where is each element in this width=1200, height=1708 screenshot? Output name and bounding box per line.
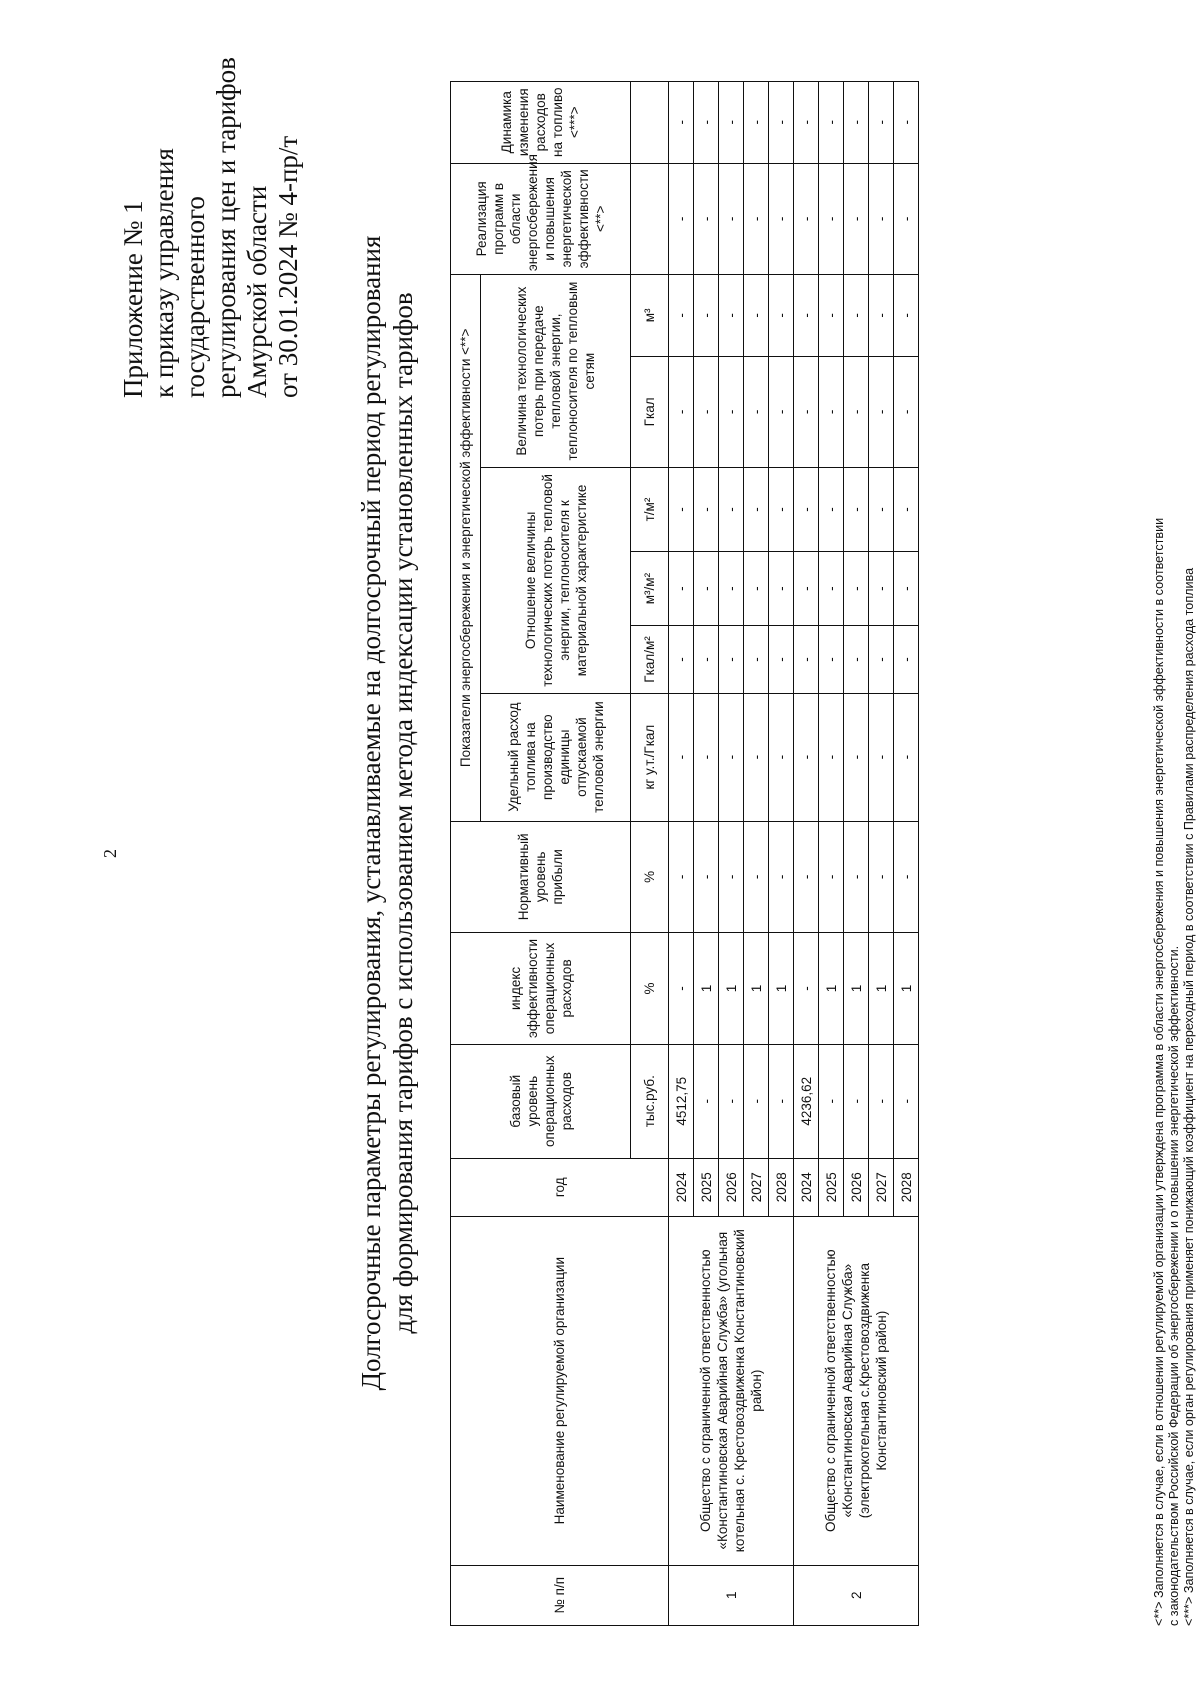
document-title [355, 158, 419, 1468]
title-line: для формирования тарифов с использованием метода индексации установленных тарифов [388, 292, 418, 1334]
unit-profit: % [631, 821, 669, 933]
cell-index: - [669, 933, 694, 1045]
cell-index: 1 [719, 933, 744, 1045]
cell-loss-2: - [744, 275, 769, 356]
unit-loss-value-2: м³ [631, 275, 669, 356]
cell-loss-2: - [669, 275, 694, 356]
cell-base: - [894, 1044, 919, 1158]
cell-year: 2028 [769, 1158, 794, 1216]
cell-programs: - [844, 163, 869, 275]
cell-ratio-1: - [769, 626, 794, 693]
cell-profit: - [819, 821, 844, 933]
cell-ratio-1: - [719, 626, 744, 693]
header-loss-ratio: Отношение величины технологических потерь тепловой энергии, теплоносителя к материальной характеристике [481, 468, 631, 694]
cell-ratio-3: - [844, 468, 869, 552]
cell-programs: - [769, 163, 794, 275]
cell-ratio-2: - [694, 551, 719, 625]
cell-fuel: - [819, 693, 844, 821]
cell-ratio-2: - [769, 551, 794, 625]
cell-year: 2025 [694, 1158, 719, 1216]
cell-index: 1 [819, 933, 844, 1045]
unit-loss-ratio-1: Гкал/м² [631, 626, 669, 693]
cell-fuel: - [744, 693, 769, 821]
cell-loss-1: - [894, 356, 919, 468]
cell-year: 2027 [869, 1158, 894, 1216]
cell-profit: - [744, 821, 769, 933]
appendix-line: государственного [180, 196, 210, 398]
cell-dynamics: - [794, 82, 819, 164]
cell-base: 4512,75 [669, 1044, 694, 1158]
header-indicators-group: Показатели энергосбережения и энергетической эффективности <**> [451, 275, 481, 821]
parameters-table [450, 81, 919, 1626]
cell-loss-1: - [794, 356, 819, 468]
table-row [794, 82, 819, 1626]
cell-ratio-2: - [744, 551, 769, 625]
cell-base: - [719, 1044, 744, 1158]
cell-ratio-2: - [719, 551, 744, 625]
cell-ratio-1: - [694, 626, 719, 693]
cell-ratio-2: - [669, 551, 694, 625]
cell-ratio-1: - [794, 626, 819, 693]
cell-year: 2027 [744, 1158, 769, 1216]
cell-index: 1 [769, 933, 794, 1045]
cell-loss-1: - [719, 356, 744, 468]
cell-profit: - [669, 821, 694, 933]
cell-loss-1: - [669, 356, 694, 468]
cell-dynamics: - [694, 82, 719, 164]
page-number: 2 [100, 849, 120, 858]
unit-base-level: тыс.руб. [631, 1044, 669, 1158]
cell-profit: - [794, 821, 819, 933]
cell-ratio-3: - [894, 468, 919, 552]
cell-base: - [744, 1044, 769, 1158]
cell-year: 2024 [669, 1158, 694, 1216]
footnote-line: с законодательством Российской Федерации об энергосбережении и о повышении энергетической эффективности. [1167, 945, 1181, 1626]
appendix-line: к приказу управления [149, 148, 179, 398]
cell-index: 1 [844, 933, 869, 1045]
org-num: 1 [669, 1565, 794, 1625]
footnotes [1152, 66, 1197, 1626]
header-fuel-dynamics: Динамика изменения расходов на топливо <***> [451, 82, 631, 164]
unit-efficiency-index: % [631, 933, 669, 1045]
appendix-line: Амурской области [242, 185, 272, 398]
cell-programs: - [669, 163, 694, 275]
header-efficiency-index: индекс эффективности операционных расходов [451, 933, 631, 1045]
cell-year: 2026 [719, 1158, 744, 1216]
cell-ratio-1: - [744, 626, 769, 693]
header-year: год [451, 1158, 669, 1216]
header-num: № п/п [451, 1565, 669, 1625]
unit-loss-value-1: Гкал [631, 356, 669, 468]
cell-ratio-3: - [819, 468, 844, 552]
cell-index: - [794, 933, 819, 1045]
cell-ratio-3: - [744, 468, 769, 552]
cell-programs: - [869, 163, 894, 275]
cell-ratio-3: - [719, 468, 744, 552]
cell-ratio-3: - [794, 468, 819, 552]
cell-fuel: - [844, 693, 869, 821]
header-programs: Реализация программ в области энергосбережения и повышения энергетической эффективности <**> [451, 163, 631, 275]
cell-base: - [819, 1044, 844, 1158]
cell-base: - [769, 1044, 794, 1158]
footnote-line: <**> Заполняется в случае, если в отношении регулируемой организации утверждена программа в области энергосбережения и повышения энергетической эффективности в соответствии [1152, 517, 1166, 1626]
cell-index: 1 [694, 933, 719, 1045]
cell-profit: - [769, 821, 794, 933]
title-line: Долгосрочные параметры регулирования, устанавливаемые на долгосрочный период регулирования [356, 235, 386, 1391]
cell-ratio-1: - [819, 626, 844, 693]
cell-dynamics: - [894, 82, 919, 164]
cell-fuel: - [694, 693, 719, 821]
cell-ratio-2: - [819, 551, 844, 625]
cell-fuel: - [769, 693, 794, 821]
cell-loss-1: - [744, 356, 769, 468]
cell-base: - [694, 1044, 719, 1158]
cell-programs: - [694, 163, 719, 275]
cell-year: 2024 [794, 1158, 819, 1216]
cell-loss-2: - [844, 275, 869, 356]
cell-dynamics: - [819, 82, 844, 164]
cell-base: - [844, 1044, 869, 1158]
cell-fuel: - [894, 693, 919, 821]
cell-programs: - [719, 163, 744, 275]
cell-dynamics: - [769, 82, 794, 164]
cell-ratio-2: - [794, 551, 819, 625]
unit-loss-ratio-3: т/м² [631, 468, 669, 552]
cell-profit: - [894, 821, 919, 933]
cell-profit: - [719, 821, 744, 933]
cell-programs: - [894, 163, 919, 275]
cell-fuel: - [719, 693, 744, 821]
cell-ratio-2: - [869, 551, 894, 625]
cell-base: - [869, 1044, 894, 1158]
cell-ratio-1: - [844, 626, 869, 693]
cell-fuel: - [869, 693, 894, 821]
header-base-level: базовый уровень операционных расходов [451, 1044, 631, 1158]
cell-programs: - [794, 163, 819, 275]
unit-dynamics-empty [631, 82, 669, 164]
cell-ratio-1: - [869, 626, 894, 693]
header-name: Наименование регулируемой организации [451, 1216, 669, 1565]
cell-loss-2: - [869, 275, 894, 356]
cell-base: 4236,62 [794, 1044, 819, 1158]
cell-index: 1 [744, 933, 769, 1045]
cell-dynamics: - [669, 82, 694, 164]
cell-ratio-3: - [869, 468, 894, 552]
cell-ratio-3: - [669, 468, 694, 552]
cell-loss-2: - [894, 275, 919, 356]
cell-ratio-3: - [694, 468, 719, 552]
cell-year: 2026 [844, 1158, 869, 1216]
cell-ratio-1: - [894, 626, 919, 693]
cell-loss-2: - [769, 275, 794, 356]
cell-programs: - [744, 163, 769, 275]
unit-specific-fuel: кг у.т./Гкал [631, 693, 669, 821]
header-specific-fuel: Удельный расход топлива на производство единицы отпускаемой тепловой энергии [481, 693, 631, 821]
cell-ratio-1: - [669, 626, 694, 693]
appendix-line: от 30.01.2024 № 4-пр/т [273, 135, 303, 398]
cell-profit: - [694, 821, 719, 933]
org-name: Общество с ограниченной ответственностью «Константиновская Аварийная Служба» (электрокотельная с.Крестовоздвиженка Константиновский район) [794, 1216, 919, 1565]
org-num: 2 [794, 1565, 919, 1625]
table-row [669, 82, 694, 1626]
appendix-line: Приложение № 1 [118, 200, 148, 398]
footnote-line: <***> Заполняется в случае, если орган регулирования применяет понижающий коэффициент на переходный период в соответствии с Правилами распределения расхода топлива [1182, 567, 1196, 1626]
cell-loss-1: - [869, 356, 894, 468]
cell-loss-1: - [819, 356, 844, 468]
appendix-block [118, 18, 304, 398]
cell-loss-1: - [769, 356, 794, 468]
cell-programs: - [819, 163, 844, 275]
unit-loss-ratio-2: м³/м² [631, 551, 669, 625]
cell-dynamics: - [744, 82, 769, 164]
header-loss-value: Величина технологических потерь при передаче тепловой энергии, теплоносителя по тепловым сетям [481, 275, 631, 468]
cell-fuel: - [669, 693, 694, 821]
cell-loss-1: - [694, 356, 719, 468]
cell-index: 1 [869, 933, 894, 1045]
appendix-line: регулирования цен и тарифов [211, 57, 241, 398]
cell-loss-2: - [694, 275, 719, 356]
cell-year: 2025 [819, 1158, 844, 1216]
cell-loss-2: - [819, 275, 844, 356]
org-name: Общество с ограниченной ответственностью «Константиновская Аварийная Служба» (угольная котельная с. Крестовоздвиженка Константиновский район) [669, 1216, 794, 1565]
cell-dynamics: - [844, 82, 869, 164]
cell-profit: - [844, 821, 869, 933]
cell-fuel: - [794, 693, 819, 821]
cell-index: 1 [894, 933, 919, 1045]
cell-ratio-2: - [894, 551, 919, 625]
cell-loss-2: - [719, 275, 744, 356]
cell-dynamics: - [869, 82, 894, 164]
cell-ratio-2: - [844, 551, 869, 625]
header-profit: Нормативный уровень прибыли [451, 821, 631, 933]
cell-ratio-3: - [769, 468, 794, 552]
cell-loss-1: - [844, 356, 869, 468]
cell-dynamics: - [719, 82, 744, 164]
cell-year: 2028 [894, 1158, 919, 1216]
cell-loss-2: - [794, 275, 819, 356]
unit-programs-empty [631, 163, 669, 275]
cell-profit: - [869, 821, 894, 933]
